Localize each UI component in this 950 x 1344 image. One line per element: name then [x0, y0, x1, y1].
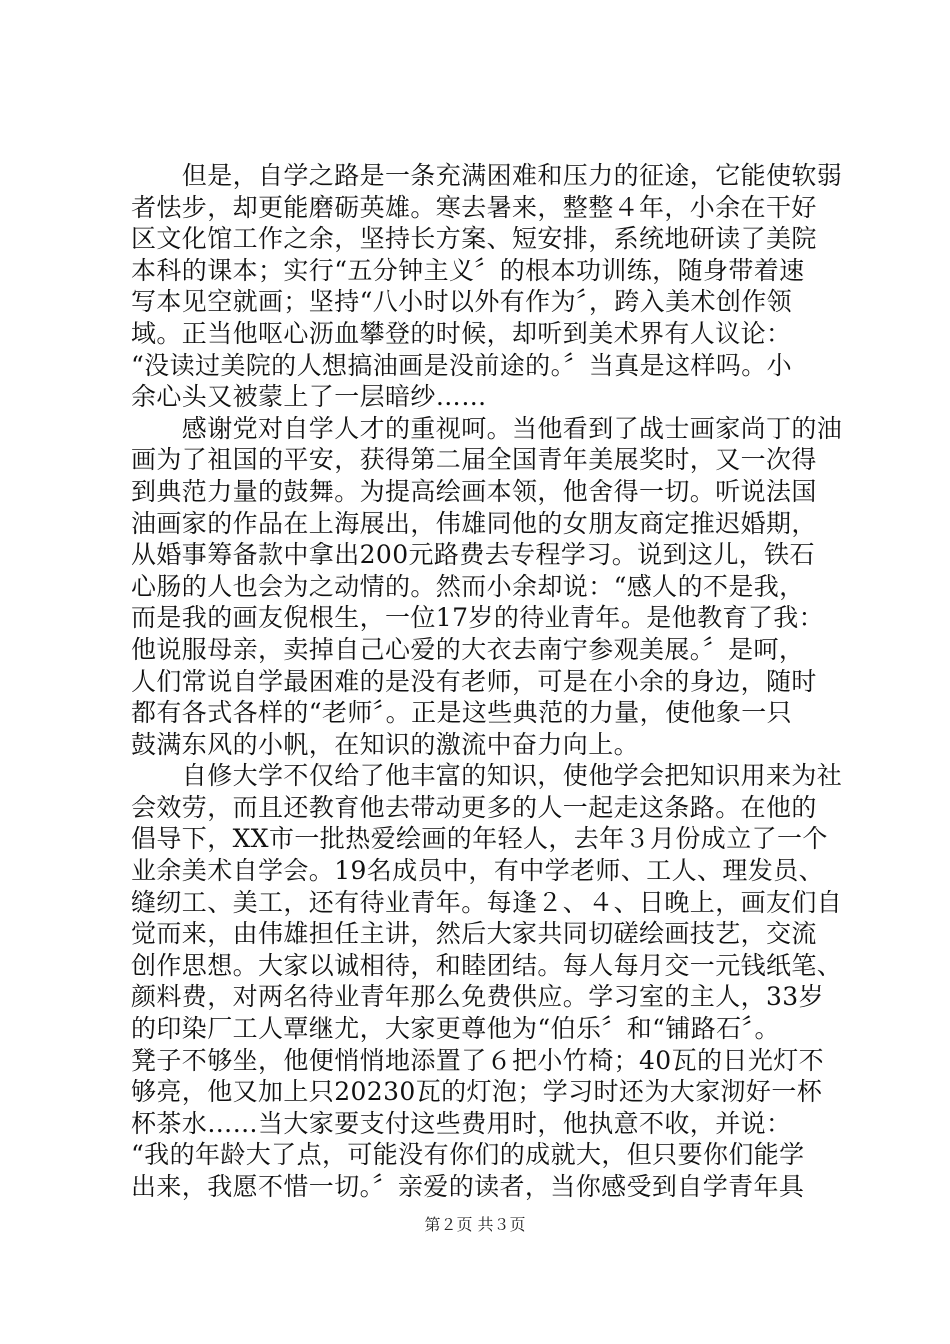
text-line: 域。正当他呕心沥血攀登的时候，却听到美术界有人议论：	[131, 318, 792, 348]
text-line: 自修大学不仅给了他丰富的知识，使他学会把知识用来为社	[131, 761, 843, 791]
text-line: 够亮，他又加上只20230瓦的灯泡；学习时还为大家沏好一杯	[131, 1077, 823, 1107]
text-line: 余心头又被蒙上了一层暗纱……	[131, 382, 487, 412]
text-line: 者怯步，却更能磨砺英雄。寒去暑来，整整４年，小余在干好	[131, 192, 817, 222]
page-number-footer: 第２页 共３页	[424, 1215, 526, 1234]
text-line: 到典范力量的鼓舞。为提高绘画本领，他舍得一切。听说法国	[131, 476, 817, 506]
text-line: 区文化馆工作之余，坚持长方案、短安排，系统地研读了美院	[131, 224, 817, 254]
text-line: 但是，自学之路是一条充满困难和压力的征途，它能使软弱	[131, 161, 843, 190]
text-line: “没读过美院的人想搞油画是没前途的。〞当真是这样吗。小	[131, 350, 793, 380]
text-line: 凳子不够坐，他便悄悄地添置了６把小竹椅；40瓦的日光灯不	[131, 1045, 825, 1075]
text-line: “我的年龄大了点，可能没有你们的成就大，但只要你们能学	[131, 1140, 805, 1170]
article-body	[131, 160, 843, 1203]
text-line: 缝纫工、美工，还有待业青年。每逢２、４、日晚上，画友们自	[131, 887, 843, 917]
text-line: 本科的课本；实行“五分钟主义〞的根本功训练，随身带着速	[131, 255, 805, 285]
paragraph-art-society	[131, 760, 843, 1202]
text-line: 鼓满东风的小帆，在知识的激流中奋力向上。	[131, 729, 640, 759]
text-line: 创作思想。大家以诚相待，和睦团结。每人每月交一元钱纸笔、	[131, 950, 843, 980]
text-line: 业余美术自学会。19名成员中，有中学老师、工人、理发员、	[131, 856, 825, 886]
text-line: 觉而来，由伟雄担任主讲，然后大家共同切磋绘画技艺，交流	[131, 919, 817, 949]
text-line: 从婚事筹备款中拿出200元路费去专程学习。说到这儿，铁石	[131, 540, 815, 570]
paragraph-role-models	[131, 413, 843, 761]
text-line: 画为了祖国的平安，获得第二届全国青年美展奖时，又一次得	[131, 445, 817, 475]
text-line: 倡导下，XX市一批热爱绘画的年轻人，去年３月份成立了一个	[131, 824, 828, 854]
text-line: 都有各式各样的“老师〞。正是这些典范的力量，使他象一只	[131, 698, 793, 728]
text-line: 颜料费，对两名待业青年那么免费供应。学习室的主人，33岁	[131, 982, 825, 1012]
text-line: 他说服母亲，卖掉自己心爱的大衣去南宁参观美展。〞是呵，	[131, 634, 805, 664]
text-line: 油画家的作品在上海展出，伟雄同他的女朋友商定推迟婚期，	[131, 508, 817, 538]
text-line: 会效劳，而且还教育他去带动更多的人一起走这条路。在他的	[131, 792, 817, 822]
text-line: 人们常说自学最困难的是没有老师，可是在小余的身边，随时	[131, 666, 817, 696]
text-line: 出来，我愿不惜一切。〞亲爱的读者，当你感受到自学青年具	[131, 1172, 805, 1201]
text-line: 的印染厂工人覃继尤，大家更尊他为“伯乐〞和“铺路石〞。	[131, 1014, 780, 1044]
text-line: 写本见空就画；坚持“八小时以外有作为〞，跨入美术创作领	[131, 287, 793, 317]
text-line: 而是我的画友倪根生，一位17岁的待业青年。是他教育了我：	[131, 603, 825, 633]
paragraph-self-study-hardship	[131, 160, 843, 413]
text-line: 杯茶水……当大家要支付这些费用时，他执意不收，并说：	[131, 1108, 792, 1138]
text-line: 感谢党对自学人才的重视呵。当他看到了战士画家尚丁的油	[131, 413, 843, 443]
text-line: 心肠的人也会为之动情的。然而小余却说：“感人的不是我，	[131, 571, 805, 601]
